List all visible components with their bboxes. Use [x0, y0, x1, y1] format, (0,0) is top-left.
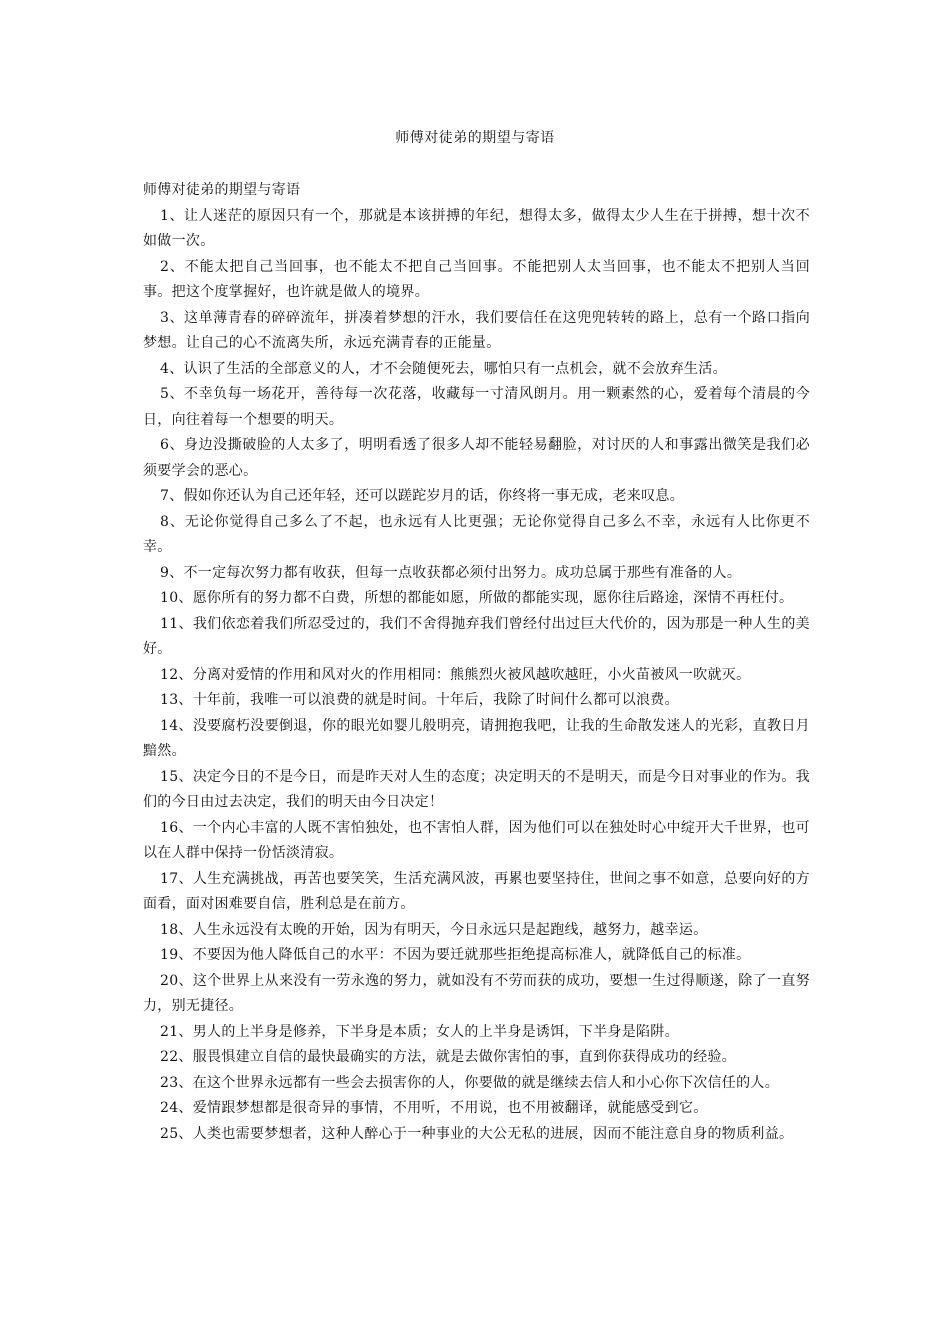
quote-item: 9、不一定每次努力都有收获，但每一点收获都必须付出努力。成功总属于那些有准备的人。 [160, 564, 742, 581]
quote-item: 14、没要腐朽没要倒退，你的眼光如婴儿般明亮，请拥抱我吧，让我的生命散发迷人的光彩，直教日月黯然。 [143, 717, 810, 759]
quote-item: 24、爱情跟梦想都是很奇异的事情，不用听，不用说，也不用被翻译，就能感受到它。 [160, 1100, 708, 1116]
quote-item: 21、男人的上半身是修养，下半身是本质；女人的上半身是诱饵，下半身是陷阱。 [160, 1023, 679, 1040]
quote-item: 16、一个内心丰富的人既不害怕独处，也不害怕人群，因为他们可以在独处时心中绽开大千世界，也可以在人群中保持一份恬淡清寂。 [143, 819, 810, 861]
quote-item: 6、身边没撕破脸的人太多了，明明看透了很多人却不能轻易翻脸，对讨厌的人和事露出微笑是我们必须要学会的恶心。 [143, 437, 810, 479]
quote-item: 5、不幸负每一场花开，善待每一次花落，收藏每一寸清风朗月。用一颗素然的心，爱着每个清晨的今日，向往着每一个想要的明天。 [143, 386, 810, 428]
document-subtitle: 师傅对徒弟的期望与寄语 [143, 182, 301, 198]
quote-item: 7、假如你还认为自己还年轻，还可以蹉跎岁月的话，你终将一事无成，老来叹息。 [160, 488, 685, 504]
quote-item: 20、这个世界上从来没有一劳永逸的努力，就如没有不劳而获的成功，要想一生过得顺遂，除了一直努力，别无捷径。 [143, 972, 810, 1014]
document-body [143, 178, 810, 1147]
quote-item: 22、服畏惧建立自信的最快最确实的方法，就是去做你害怕的事，直到你获得成功的经验。 [160, 1049, 737, 1065]
quote-item: 25、人类也需要梦想者，这种人醉心于一种事业的大公无私的进展，因而不能注意自身的物质利益。 [160, 1125, 794, 1142]
quote-item: 2、不能太把自己当回事，也不能太不把自己当回事。不能把别人太当回事，也不能太不把别人当回事。把这个度掌握好，也许就是做人的境界。 [143, 258, 810, 300]
quote-item: 3、这单薄青春的碎碎流年，拼凑着梦想的汗水，我们要信任在这兜兜转转的路上，总有一个路口指向梦想。让自己的心不流离失所，永远充满青春的正能量。 [143, 309, 810, 351]
quote-item: 19、不要因为他人降低自己的水平：不因为要迁就那些拒绝提高标准人，就降低自己的标准。 [160, 947, 751, 963]
quote-item: 15、决定今日的不是今日，而是昨天对人生的态度；决定明天的不是明天，而是今日对事业的作为。我们的今日由过去决定，我们的明天由今日决定！ [143, 768, 810, 810]
quote-item: 11、我们依恋着我们所忍受过的，我们不舍得抛弃我们曾经付出过巨大代价的，因为那是一种人生的美好。 [143, 615, 810, 657]
quote-item: 4、认识了生活的全部意义的人，才不会随便死去，哪怕只有一点机会，就不会放弃生活。 [160, 360, 727, 377]
quote-item: 18、人生永远没有太晚的开始，因为有明天，今日永远只是起跑线，越努力，越幸运。 [160, 921, 708, 938]
quote-item: 12、分离对爱情的作用和风对火的作用相同：熊熊烈火被风越吹越旺，小火苗被风一吹就灭。 [160, 666, 751, 683]
page-title: 师傅对徒弟的期望与寄语 [395, 130, 555, 146]
quote-item: 1、让人迷茫的原因只有一个，那就是本该拼搏的年纪，想得太多，做得太少人生在于拼搏，想十次不如做一次。 [143, 207, 810, 249]
quote-item: 10、愿你所有的努力都不白费，所想的都能如愿，所做的都能实现，愿你往后路途，深情不再枉付。 [160, 590, 794, 606]
quote-item: 23、在这个世界永远都有一些会去损害你的人，你要做的就是继续去信人和小心你下次信任的人。 [160, 1074, 780, 1091]
quote-item: 17、人生充满挑战，再苦也要笑笑，生活充满风波，再累也要坚持住，世间之事不如意，总要向好的方面看，面对困难要自信，胜利总是在前方。 [143, 870, 810, 912]
quote-item: 13、十年前，我唯一可以浪费的就是时间。十年后，我除了时间什么都可以浪费。 [160, 692, 679, 708]
quote-item: 8、无论你觉得自己多么了不起，也永远有人比更强；无论你觉得自己多么不幸，永远有人比你更不幸。 [143, 513, 810, 555]
